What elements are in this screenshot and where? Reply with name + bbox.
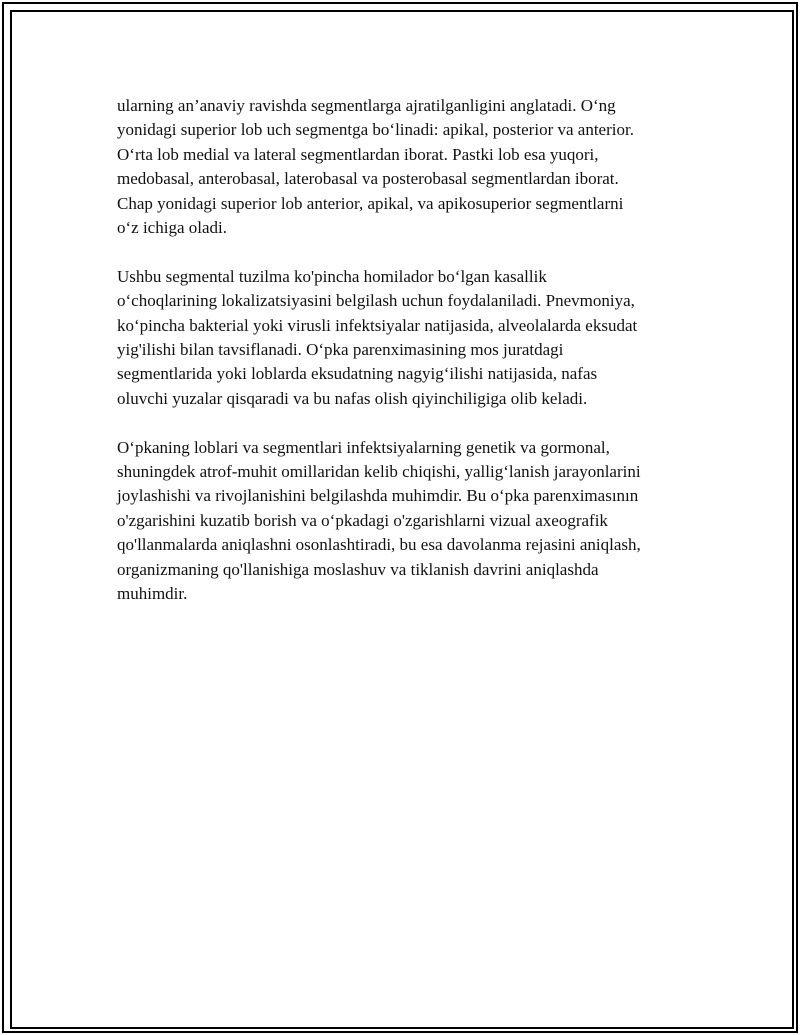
paragraph-lobes-importance: O‘pkaning loblari va segmentlari infektsiyalarning genetik va gormonal, shuningdek atrof-muhit omillaridan kelib chiqishi, yallig‘lanish jarayonlarini joylashishi va rivojlanishini belgilashda muhimdir. Bu o‘pka parenximasının o'zgarishini kuzatib borish va o‘pkadagi o'zgarishlarni vizual axeografik qo'llanmalarda aniqlashni osonlashtiradi, bu esa davolanma rejasini aniqlash, organizmaning qo'llanishiga moslashuv va tiklanish davrini aniqlashda muhimdir. — [117, 437, 641, 604]
paragraph-pneumonia: Ushbu segmental tuzilma ko'pincha homilador bo‘lgan kasallik o‘choqlarining lokalizatsiyasini belgilash uchun foydalaniladi. Pnevmoniya, ko‘pincha bakterial yoki virusli infektsiyalar natijasida, alveolalarda eksudat yig'ilishi bilan tavsiflanadi. O‘pka parenximasining mos juratdagi segmentlarida yoki loblarda eksudatning nagyig‘ilishi natijasida, nafas oluvchi yuzalar qisqaradi va bu nafas olish qiyinchiligiga olib keladi. — [117, 266, 638, 408]
paragraph-lung-segments: ularning an’anaviy ravishda segmentlarga ajratilganligini anglatadi. O‘ng yonidagi superior lob uch segmentga bo‘linadi: apikal, posterior va anterior. O‘rta lob medial va lateral segmentlardan iborat. Pastki lob esa yuqori, medobasal, anterobasal, laterobasal va posterobasal segmentlardan iborat. Chap yonidagi superior lob anterior, apikal, va apikosuperior segmentlarni o‘z ichiga oladi. — [117, 96, 634, 238]
document-body — [117, 94, 697, 631]
